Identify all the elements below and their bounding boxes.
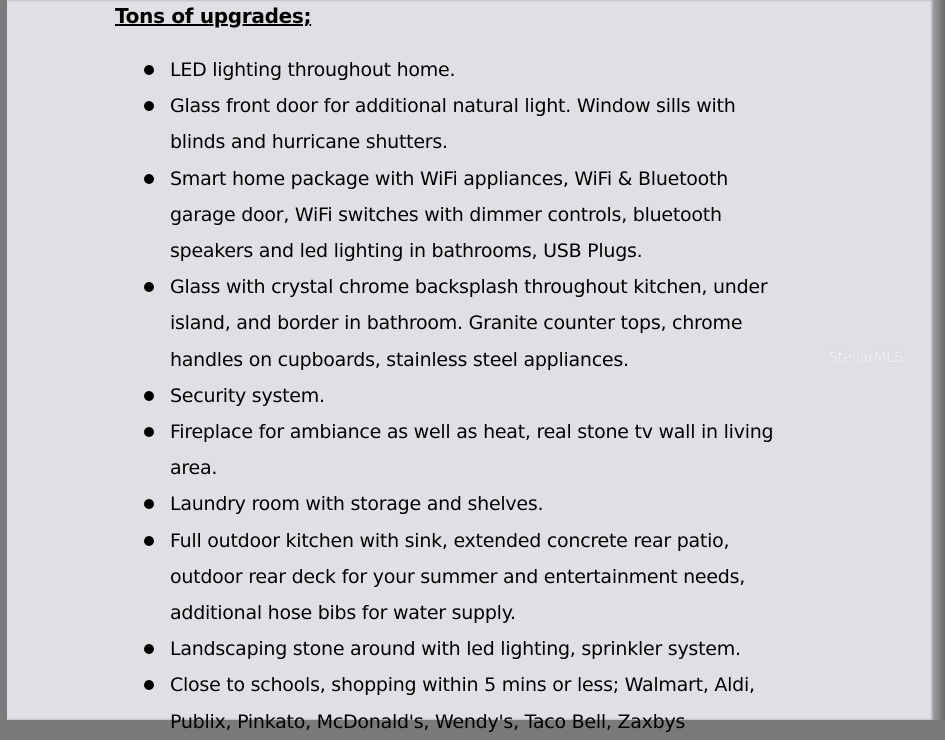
bullet-icon <box>144 101 154 111</box>
bullet-icon <box>144 499 154 509</box>
document-page <box>7 0 934 733</box>
list-item-text: speakers and led lighting in bathrooms, USB Plugs. <box>170 240 643 263</box>
list-item-text: Glass with crystal chrome backsplash throughout kitchen, under <box>170 276 768 299</box>
section-heading: Tons of upgrades; <box>115 4 312 28</box>
list-item-text: Full outdoor kitchen with sink, extended concrete rear patio, <box>170 529 730 552</box>
list-item-text: area. <box>170 457 218 480</box>
list-item-text: LED lighting throughout home. <box>170 59 456 81</box>
list-item <box>7 52 773 88</box>
list-item-text: blinds and hurricane shutters. <box>170 131 448 154</box>
watermark: StellarMLS <box>829 350 903 366</box>
list-item-text: Smart home package with WiFi appliances, WiFi & Bluetooth <box>170 167 729 190</box>
list-item <box>7 667 773 739</box>
list-item-text: handles on cupboards, stainless steel appliances. <box>170 348 629 371</box>
list-item <box>7 523 773 632</box>
list-item-text: Close to schools, shopping within 5 mins or less; Walmart, Aldi, <box>170 674 755 697</box>
list-item-text: garage door, WiFi switches with dimmer controls, bluetooth <box>170 203 722 226</box>
list-item-text: additional hose bibs for water supply. <box>170 602 516 625</box>
list-item-text: Fireplace for ambiance as well as heat, real stone tv wall in living <box>170 421 774 444</box>
page-edge <box>934 0 945 720</box>
list-item <box>7 414 773 486</box>
list-item-text: outdoor rear deck for your summer and entertainment needs, <box>170 565 746 588</box>
bullet-icon <box>144 536 154 546</box>
list-item <box>7 486 773 522</box>
list-item-text: Landscaping stone around with led lighting, sprinkler system. <box>170 638 741 661</box>
upgrades-list <box>7 52 773 740</box>
bullet-icon <box>144 680 154 690</box>
list-item <box>7 88 773 160</box>
list-item <box>7 378 773 414</box>
bullet-icon <box>144 65 154 75</box>
bullet-icon <box>144 427 154 437</box>
bullet-icon <box>144 644 154 654</box>
bullet-icon <box>144 391 154 401</box>
list-item-text: Security system. <box>170 384 325 407</box>
list-item <box>7 161 773 270</box>
bullet-icon <box>144 174 154 184</box>
list-item-text: island, and border in bathroom. Granite counter tops, chrome <box>170 312 743 335</box>
list-item <box>7 631 773 667</box>
list-item <box>7 269 773 378</box>
list-item-text: Laundry room with storage and shelves. <box>170 493 544 516</box>
list-item-text: Glass front door for additional natural light. Window sills with <box>170 95 736 118</box>
list-item-text: Publix, Pinkato, McDonald's, Wendy's, Taco Bell, Zaxbys <box>170 710 686 733</box>
bullet-icon <box>144 282 154 292</box>
